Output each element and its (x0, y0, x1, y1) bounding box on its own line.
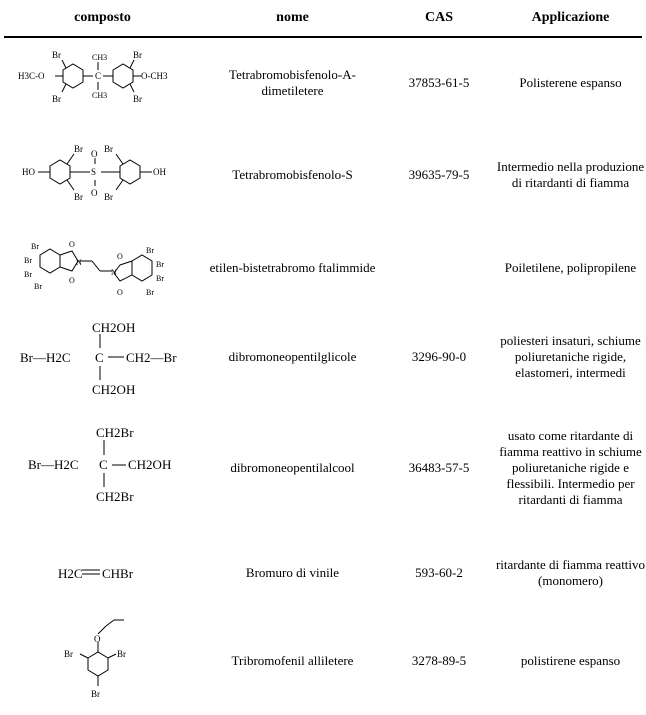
substituent-bottom: CH2OH (92, 382, 136, 397)
br-label: Br (74, 144, 83, 154)
structure-tbbps (0, 130, 200, 220)
oxygen-label: O (91, 149, 98, 159)
substituent-top: CH2Br (96, 425, 134, 440)
br-label: Br (34, 282, 42, 291)
br-label: Br (156, 260, 164, 269)
table-row (0, 40, 646, 125)
header-composto: composto (74, 10, 131, 25)
central-carbon: C (95, 350, 104, 365)
substituent-right: CHBr (102, 566, 134, 581)
cell-applicazione: Poiletilene, polipropilene (504, 259, 637, 275)
hydroxyl-right-label: OH (153, 167, 166, 177)
br-label: Br (24, 256, 32, 265)
header-applicazione: Applicazione (531, 10, 610, 25)
substituent-left: Br—H2C (28, 457, 79, 472)
oxygen-label: O (69, 240, 75, 249)
br-label: Br (156, 274, 164, 283)
table-row (0, 540, 646, 605)
header-cas: CAS (424, 10, 453, 25)
structure-tbbpa-dme (0, 40, 200, 125)
structure-dbnpa (0, 405, 200, 530)
br-label: Br (74, 192, 83, 202)
br-label: Br (146, 288, 154, 297)
methyl-label: CH3 (92, 53, 108, 62)
cell-nome: dibromoneopentilglicole (228, 349, 357, 364)
methoxy-left-label: H3C-O (18, 71, 45, 81)
cell-nome: Tribromofenil alliletere (231, 652, 354, 668)
table-row (0, 312, 646, 402)
cell-cas (378, 225, 500, 310)
oxygen-label: O (117, 252, 123, 261)
cell-applicazione: poliesteri insaturi, schiume poliuretaniche rigide, elastomeri, intermedi (500, 333, 641, 380)
cell-cas: 37853-61-5 (408, 74, 470, 90)
cell-applicazione: Polisterene espanso (519, 74, 622, 90)
cell-nome: dibromoneopentilalcool (230, 459, 355, 475)
oxygen-label: O (69, 276, 75, 285)
central-carbon: C (99, 457, 108, 472)
cell-cas: 3296-90-0 (411, 349, 467, 364)
cell-nome: Bromuro di vinile (245, 564, 340, 580)
cell-nome: etilen-bistetrabromo ftalimmide (209, 259, 376, 275)
table-row (0, 608, 646, 713)
cell-applicazione: ritardante di fiamma reattivo (monomero) (495, 556, 646, 588)
br-label: Br (133, 94, 142, 104)
nitrogen-label: N (111, 268, 117, 277)
br-label: Br (104, 144, 113, 154)
header-nome: nome (276, 10, 309, 25)
substituent-left: H2C (58, 566, 83, 581)
br-label: Br (117, 649, 126, 659)
oxygen-label: O (117, 288, 123, 297)
br-label: Br (52, 94, 61, 104)
table-row (0, 405, 646, 530)
cell-applicazione: Intermedio nella produzione di ritardanti di fiamma (496, 159, 645, 190)
table-row (0, 130, 646, 220)
cell-cas: 3278-89-5 (411, 652, 467, 668)
table-row (0, 225, 646, 310)
structure-ebtbp (0, 225, 200, 310)
methyl-label: CH3 (92, 91, 108, 100)
structure-dbnpg (0, 312, 200, 402)
structure-tbpae (0, 608, 200, 713)
cell-applicazione: polistirene espanso (520, 652, 621, 668)
br-label: Br (64, 649, 73, 659)
substituent-left: Br—H2C (20, 350, 71, 365)
quaternary-c-label: C (95, 71, 102, 81)
hydroxyl-left-label: HO (22, 167, 35, 177)
br-label: Br (31, 242, 39, 251)
cell-cas: 593-60-2 (415, 564, 463, 580)
cell-applicazione: usato come ritardante di fiamma reattivo in schiume poliuretaniche rigide e flessibili. Intermedio per ritardanti di fiamma (499, 427, 642, 507)
table-header (0, 0, 646, 36)
cell-cas: 39635-79-5 (408, 167, 470, 182)
substituent-top: CH2OH (92, 320, 136, 335)
oxygen-label: O (91, 188, 98, 198)
br-label: Br (104, 192, 113, 202)
br-label: Br (91, 689, 100, 699)
structure-vinyl-bromide (0, 540, 200, 605)
br-label: Br (24, 270, 32, 279)
cell-cas: 36483-57-5 (408, 459, 470, 475)
cell-nome: Tetrabromobisfenolo-A-dimetiletere (229, 66, 356, 98)
br-label: Br (133, 50, 142, 60)
oxygen-label: O (94, 634, 101, 644)
br-label: Br (52, 50, 61, 60)
substituent-bottom: CH2Br (96, 489, 134, 504)
cell-nome: Tetrabromobisfenolo-S (232, 167, 353, 182)
sulfur-label: S (91, 167, 97, 177)
substituent-right: CH2OH (128, 457, 172, 472)
nitrogen-label: N (76, 258, 82, 267)
header-rule (4, 36, 642, 38)
substituent-right: CH2—Br (126, 350, 177, 365)
br-label: Br (146, 246, 154, 255)
methoxy-right-label: O-CH3 (141, 71, 168, 81)
